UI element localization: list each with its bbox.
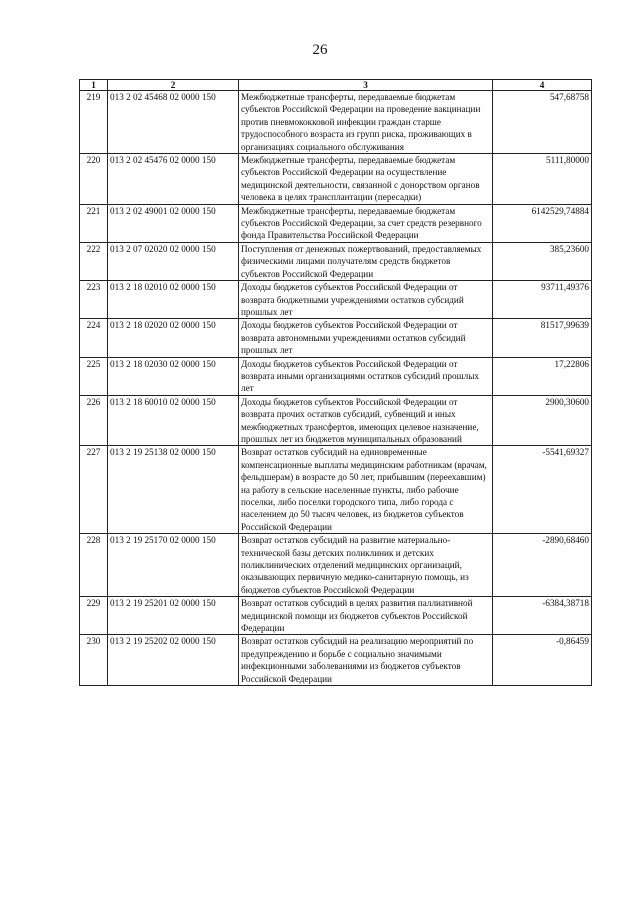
revenue-code: 013 2 07 02020 02 0000 150 xyxy=(108,242,239,280)
revenue-code: 013 2 19 25201 02 0000 150 xyxy=(108,597,239,635)
table-row xyxy=(80,597,592,635)
revenue-code: 013 2 19 25202 02 0000 150 xyxy=(108,635,239,686)
revenue-description: Возврат остатков субсидий на развитие материально-технической базы детских поликлиник и детских поликлинических отделений медицинских организаций, оказывающих первичную медико-санитарную помощь, из бюджетов субъектов Российской Федерации xyxy=(239,534,493,597)
revenue-description: Возврат остатков субсидий на реализацию мероприятий по предупреждению и борьбе с социально значимыми инфекционными заболеваниями из бюджетов субъектов Российской Федерации xyxy=(239,635,493,686)
revenue-description: Межбюджетные трансферты, передаваемые бюджетам субъектов Российской Федерации, за счет средств резервного фонда Правительства Российской Федерации xyxy=(239,204,493,242)
row-number: 220 xyxy=(80,154,108,205)
revenue-description: Возврат остатков субсидий на единовременные компенсационные выплаты медицинским работникам (врачам, фельдшерам) в возрасте до 50 лет, прибывшим (переехавшим) на работу в сельские населенные пункты, либо рабочие поселки, либо поселки городского типа, либо города с населением до 50 тысяч человек, из бюджетов субъектов Российской Федерации xyxy=(239,446,493,534)
table-row xyxy=(80,395,592,446)
row-number: 222 xyxy=(80,242,108,280)
revenue-description: Доходы бюджетов субъектов Российской Федерации от возврата иными организациями остатков субсидий прошлых лет xyxy=(239,357,493,395)
revenue-code: 013 2 18 02020 02 0000 150 xyxy=(108,319,239,357)
row-number: 228 xyxy=(80,534,108,597)
amount: 6142529,74884 xyxy=(493,204,592,242)
table-row xyxy=(80,91,592,154)
revenue-code: 013 2 19 25138 02 0000 150 xyxy=(108,446,239,534)
row-number: 226 xyxy=(80,395,108,446)
row-number: 224 xyxy=(80,319,108,357)
amount: 5111,80000 xyxy=(493,154,592,205)
header-col-1: 1 xyxy=(80,80,108,91)
revenue-code: 013 2 02 45468 02 0000 150 xyxy=(108,91,239,154)
amount: 2900,30600 xyxy=(493,395,592,446)
table-header xyxy=(80,80,592,91)
table-body xyxy=(80,91,592,686)
revenue-code: 013 2 18 02030 02 0000 150 xyxy=(108,357,239,395)
revenue-description: Поступления от денежных пожертвований, предоставляемых физическими лицами получателям средств бюджетов субъектов Российской Федерации xyxy=(239,242,493,280)
amount: 17,22806 xyxy=(493,357,592,395)
amount: 81517,99639 xyxy=(493,319,592,357)
table-row xyxy=(80,357,592,395)
amount: 385,23600 xyxy=(493,242,592,280)
row-number: 227 xyxy=(80,446,108,534)
table-row xyxy=(80,281,592,319)
amount: -5541,69327 xyxy=(493,446,592,534)
revenue-code: 013 2 18 02010 02 0000 150 xyxy=(108,281,239,319)
revenue-code: 013 2 02 49001 02 0000 150 xyxy=(108,204,239,242)
header-col-2: 2 xyxy=(108,80,239,91)
row-number: 230 xyxy=(80,635,108,686)
header-col-3: 3 xyxy=(239,80,493,91)
row-number: 229 xyxy=(80,597,108,635)
row-number: 221 xyxy=(80,204,108,242)
budget-table xyxy=(79,79,592,686)
revenue-description: Доходы бюджетов субъектов Российской Федерации от возврата прочих остатков субсидий, субвенций и иных межбюджетных трансфертов, имеющих целевое назначение, прошлых лет из бюджетов муниципальных образований xyxy=(239,395,493,446)
revenue-description: Доходы бюджетов субъектов Российской Федерации от возврата бюджетными учреждениями остатков субсидий прошлых лет xyxy=(239,281,493,319)
table-row xyxy=(80,242,592,280)
page-number: 26 xyxy=(312,42,328,58)
table-row xyxy=(80,204,592,242)
row-number: 219 xyxy=(80,91,108,154)
amount: -6384,38718 xyxy=(493,597,592,635)
row-number: 223 xyxy=(80,281,108,319)
table-row xyxy=(80,446,592,534)
amount: -0,86459 xyxy=(493,635,592,686)
revenue-description: Межбюджетные трансферты, передаваемые бюджетам субъектов Российской Федерации на проведение вакцинации против пневмококковой инфекции граждан старше трудоспособного возраста из групп риска, проживающих в организациях социального обслуживания xyxy=(239,91,493,154)
revenue-code: 013 2 19 25170 02 0000 150 xyxy=(108,534,239,597)
table-row xyxy=(80,154,592,205)
table-row xyxy=(80,635,592,686)
header-col-4: 4 xyxy=(493,80,592,91)
revenue-code: 013 2 18 60010 02 0000 150 xyxy=(108,395,239,446)
revenue-description: Межбюджетные трансферты, передаваемые бюджетам субъектов Российской Федерации на осуществление медицинской деятельности, связанной с донорством органов человека в целях трансплантации (пересадки) xyxy=(239,154,493,205)
row-number: 225 xyxy=(80,357,108,395)
amount: -2890,68460 xyxy=(493,534,592,597)
revenue-description: Возврат остатков субсидий в целях развития паллиативной медицинской помощи из бюджетов субъектов Российской Федерации xyxy=(239,597,493,635)
amount: 93711,49376 xyxy=(493,281,592,319)
amount: 547,68758 xyxy=(493,91,592,154)
table-row xyxy=(80,534,592,597)
table-row xyxy=(80,319,592,357)
revenue-description: Доходы бюджетов субъектов Российской Федерации от возврата автономными учреждениями остатков субсидий прошлых лет xyxy=(239,319,493,357)
revenue-code: 013 2 02 45476 02 0000 150 xyxy=(108,154,239,205)
